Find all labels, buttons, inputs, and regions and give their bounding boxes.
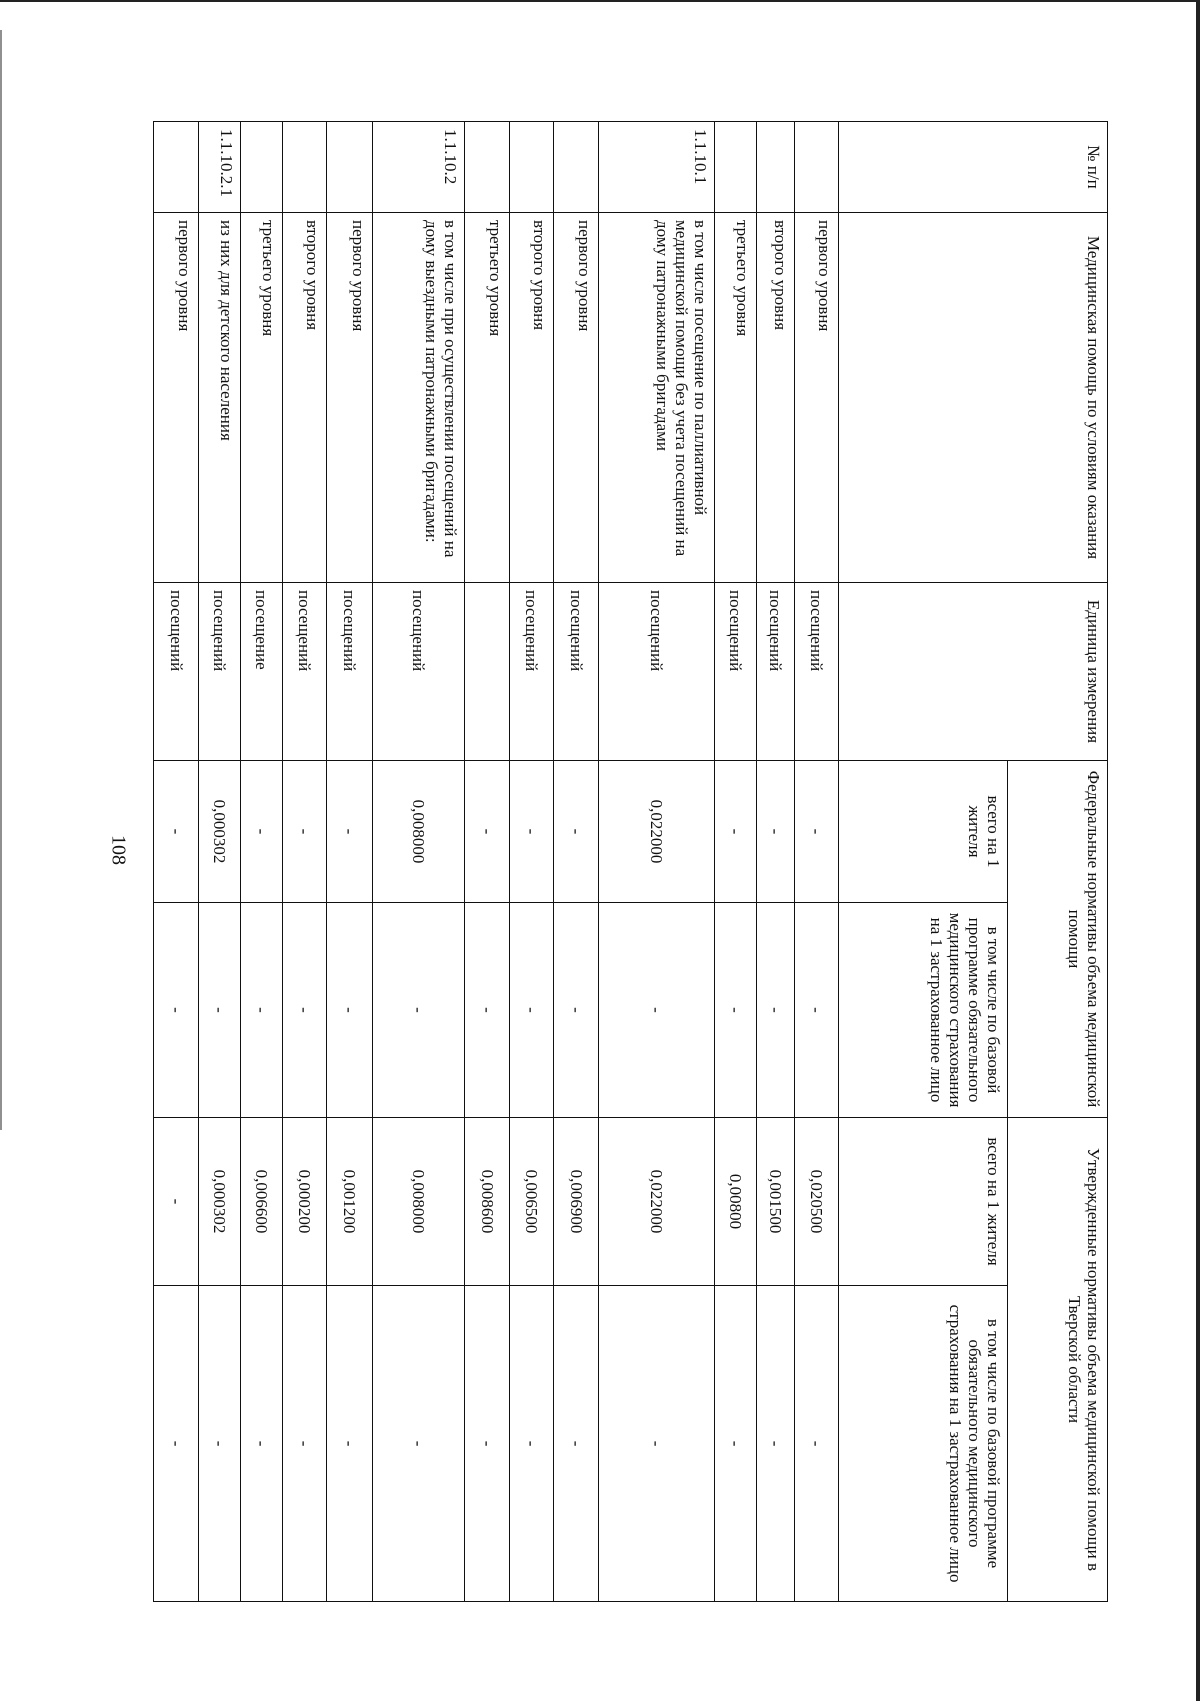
cell-num — [757, 122, 795, 213]
cell-fed-total: - — [154, 761, 199, 903]
table-row — [373, 122, 465, 1602]
cell-fed-oms: - — [154, 903, 199, 1118]
cell-tver-oms: - — [715, 1286, 757, 1602]
cell-fed-total: 0,022000 — [599, 761, 715, 903]
cell-tver-total: 0,006600 — [241, 1118, 283, 1286]
header-row-1 — [1008, 122, 1108, 1602]
cell-tver-total: 0,000200 — [283, 1118, 327, 1286]
cell-fed-oms: - — [199, 903, 241, 1118]
cell-unit: посещений — [199, 583, 241, 761]
cell-unit: посещений — [795, 583, 839, 761]
cell-tver-total: - — [154, 1118, 199, 1286]
cell-fed-total: - — [757, 761, 795, 903]
cell-unit: посещений — [154, 583, 199, 761]
table-row — [510, 122, 554, 1602]
cell-fed-oms: - — [283, 903, 327, 1118]
cell-fed-total: - — [327, 761, 373, 903]
cell-num: 1.1.10.2 — [373, 122, 465, 213]
cell-fed-total: - — [510, 761, 554, 903]
cell-num: 1.1.10.1 — [599, 122, 715, 213]
page-number: 108 — [107, 835, 130, 865]
table-row — [757, 122, 795, 1602]
header-fed-oms: в том числе по базовой программе обязательного медицинского страхования на 1 застрахованное лицо — [839, 903, 1008, 1118]
cell-fed-oms: - — [241, 903, 283, 1118]
cell-num — [795, 122, 839, 213]
scan-edge-left-mark — [0, 30, 2, 1130]
header-tver-total: всего на 1 жителя — [839, 1118, 1008, 1286]
cell-num — [154, 122, 199, 213]
table-row — [599, 122, 715, 1602]
header-fed-total: всего на 1 жителя — [839, 761, 1008, 903]
cell-fed-total: - — [465, 761, 510, 903]
header-tver: Утвержденные нормативы объема медицинской помощи в Тверской области — [1008, 1118, 1108, 1602]
rotated-table-container — [166, 121, 1108, 1601]
cell-tver-total: 0,000302 — [199, 1118, 241, 1286]
cell-num — [510, 122, 554, 213]
scan-edge-right — [1196, 0, 1200, 1701]
cell-fed-oms: - — [715, 903, 757, 1118]
cell-tver-oms: - — [554, 1286, 599, 1602]
cell-tver-total: 0,008600 — [465, 1118, 510, 1286]
cell-tver-oms: - — [465, 1286, 510, 1602]
cell-name: второго уровня — [283, 213, 327, 583]
header-federal: Федеральные нормативы объема медицинской помощи — [1008, 761, 1108, 1118]
header-unit: Единица измерения — [839, 583, 1108, 761]
header-name: Медицинская помощь по условиям оказания — [839, 213, 1108, 583]
cell-fed-total: - — [554, 761, 599, 903]
cell-tver-total: 0,008000 — [373, 1118, 465, 1286]
cell-name: первого уровня — [154, 213, 199, 583]
cell-tver-total: 0,006500 — [510, 1118, 554, 1286]
cell-name: из них для детского населения — [199, 213, 241, 583]
table-row — [715, 122, 757, 1602]
cell-tver-total: 0,020500 — [795, 1118, 839, 1286]
cell-fed-total: - — [283, 761, 327, 903]
cell-unit: посещений — [373, 583, 465, 761]
cell-tver-total: 0,001200 — [327, 1118, 373, 1286]
cell-tver-oms: - — [599, 1286, 715, 1602]
cell-unit: посещений — [554, 583, 599, 761]
cell-tver-oms: - — [241, 1286, 283, 1602]
table-row — [465, 122, 510, 1602]
cell-name: в том числе при осуществлении посещений на дому выездными патронажными бригадами: — [373, 213, 465, 583]
cell-fed-total: - — [795, 761, 839, 903]
cell-fed-oms: - — [373, 903, 465, 1118]
cell-fed-oms: - — [554, 903, 599, 1118]
cell-fed-oms: - — [599, 903, 715, 1118]
cell-name: первого уровня — [795, 213, 839, 583]
cell-name: третьего уровня — [241, 213, 283, 583]
cell-tver-oms: - — [283, 1286, 327, 1602]
cell-name: второго уровня — [510, 213, 554, 583]
cell-num — [283, 122, 327, 213]
header-num: № п/п — [839, 122, 1108, 213]
cell-unit: посещений — [599, 583, 715, 761]
cell-fed-total: - — [715, 761, 757, 903]
cell-tver-oms: - — [373, 1286, 465, 1602]
cell-fed-oms: - — [327, 903, 373, 1118]
table-row — [283, 122, 327, 1602]
cell-num: 1.1.10.2.1 — [199, 122, 241, 213]
table-row — [154, 122, 199, 1602]
cell-fed-total: 0,000302 — [199, 761, 241, 903]
table-row — [554, 122, 599, 1602]
cell-tver-oms: - — [795, 1286, 839, 1602]
cell-tver-total: 0,006900 — [554, 1118, 599, 1286]
cell-num — [241, 122, 283, 213]
table-row — [199, 122, 241, 1602]
cell-num — [465, 122, 510, 213]
cell-tver-oms: - — [757, 1286, 795, 1602]
cell-name: первого уровня — [554, 213, 599, 583]
cell-fed-total: 0,008000 — [373, 761, 465, 903]
table-row — [795, 122, 839, 1602]
cell-tver-total: 0,001500 — [757, 1118, 795, 1286]
table-row — [327, 122, 373, 1602]
cell-unit: посещений — [510, 583, 554, 761]
cell-tver-oms: - — [199, 1286, 241, 1602]
cell-fed-oms: - — [757, 903, 795, 1118]
header-tver-oms: в том числе по базовой программе обязательного медицинского страхования на 1 застрахованное лицо — [839, 1286, 1008, 1602]
table-row — [241, 122, 283, 1602]
cell-num — [554, 122, 599, 213]
cell-tver-total: 0,00800 — [715, 1118, 757, 1286]
cell-tver-oms: - — [327, 1286, 373, 1602]
cell-tver-oms: - — [510, 1286, 554, 1602]
cell-tver-total: 0,022000 — [599, 1118, 715, 1286]
cell-unit: посещений — [327, 583, 373, 761]
cell-unit: посещений — [283, 583, 327, 761]
cell-name: первого уровня — [327, 213, 373, 583]
cell-name: в том числе посещение по паллиативной медицинской помощи без учета посещений на дому патронажными бригадами — [599, 213, 715, 583]
cell-unit: посещение — [241, 583, 283, 761]
cell-num — [327, 122, 373, 213]
cell-unit: посещений — [715, 583, 757, 761]
scan-edge-top — [0, 0, 1200, 2]
cell-name: второго уровня — [757, 213, 795, 583]
cell-fed-oms: - — [795, 903, 839, 1118]
cell-tver-oms: - — [154, 1286, 199, 1602]
cell-fed-oms: - — [465, 903, 510, 1118]
cell-num — [715, 122, 757, 213]
norms-table — [153, 121, 1108, 1602]
cell-fed-total: - — [241, 761, 283, 903]
cell-name: третьего уровня — [465, 213, 510, 583]
cell-fed-oms: - — [510, 903, 554, 1118]
cell-unit: посещений — [757, 583, 795, 761]
cell-name: третьего уровня — [715, 213, 757, 583]
cell-unit — [465, 583, 510, 761]
